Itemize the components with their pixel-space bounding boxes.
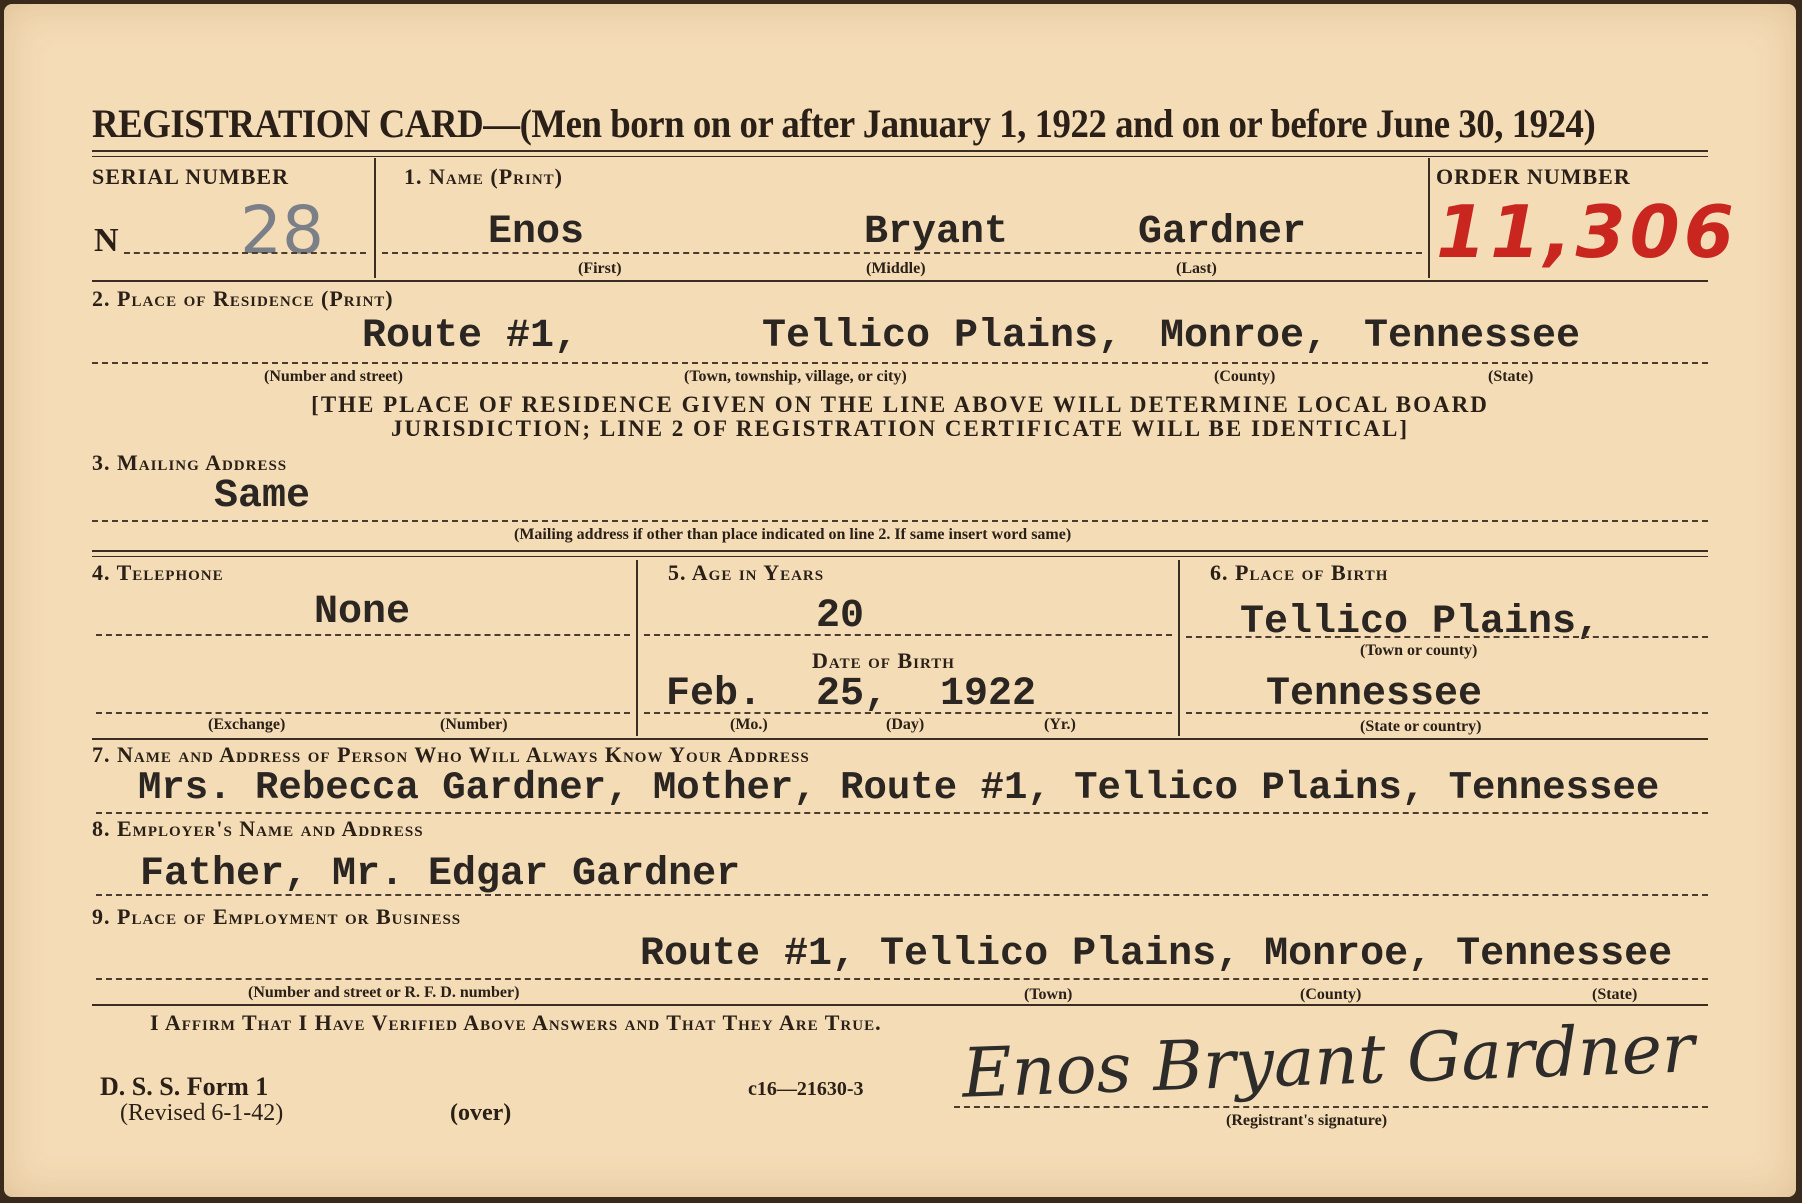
residence-county-caption: (County) — [1214, 368, 1276, 385]
telephone-value: None — [314, 590, 411, 635]
residence-town: Tellico Plains, — [762, 314, 1123, 359]
order-number-value: 11,306 — [1436, 190, 1738, 274]
name-last-caption: (Last) — [1176, 260, 1217, 277]
dob-day: 25, — [816, 672, 889, 717]
dob-line — [644, 712, 1172, 714]
dob-day-caption: (Day) — [886, 716, 925, 733]
age-divider — [1178, 560, 1180, 736]
notice-line-1: [THE PLACE OF RESIDENCE GIVEN ON THE LINE ABOVE WILL DETERMINE LOCAL BOARD — [311, 392, 1489, 417]
employment-state-caption: (State) — [1592, 986, 1638, 1003]
birthplace-state-caption: (State or country) — [1360, 718, 1482, 735]
dob-label: Date of Birth — [812, 648, 955, 673]
name-first-caption: (First) — [578, 260, 622, 277]
employment-line — [96, 978, 1708, 980]
signature-line — [954, 1106, 1708, 1108]
dob-mo-caption: (Mo.) — [730, 716, 768, 733]
mailing-line — [92, 520, 1708, 522]
telephone-line-2 — [96, 712, 630, 714]
birthplace-state: Tennessee — [1266, 672, 1483, 717]
birthplace-state-line — [1186, 712, 1708, 714]
contact-line — [96, 812, 1708, 814]
order-number-label: ORDER NUMBER — [1436, 164, 1631, 189]
residence-town-caption: (Town, township, village, or city) — [684, 368, 907, 385]
mailing-label: 3. Mailing Address — [92, 450, 288, 475]
residence-street: Route #1, — [362, 314, 579, 359]
birthplace-town-caption: (Town or county) — [1360, 642, 1478, 659]
affirm-statement: I Affirm That I Have Verified Above Answers and That They Are True. — [150, 1010, 882, 1035]
name-last: Gardner — [1138, 210, 1307, 255]
card-title: REGISTRATION CARD—(Men born on or after January 1, 1922 and on or before June 30, 1924) — [92, 101, 1596, 146]
telephone-label: 4. Telephone — [92, 560, 224, 585]
serial-divider — [374, 158, 376, 278]
row4-rule — [92, 738, 1708, 740]
mailing-value: Same — [214, 474, 311, 519]
registrant-signature: Enos Bryant Gardner — [960, 1009, 1696, 1114]
name-middle-caption: (Middle) — [866, 260, 926, 277]
residence-label: 2. Place of Residence (Print) — [92, 286, 394, 311]
form-over: (over) — [450, 1100, 512, 1126]
serial-prefix: N — [94, 222, 119, 259]
contact-label: 7. Name and Address of Person Who Will Always Know Your Address — [92, 742, 810, 767]
name-line — [382, 252, 1422, 254]
dob-year: 1922 — [940, 672, 1037, 717]
signature-caption: (Registrant's signature) — [1226, 1112, 1388, 1129]
residence-county: Monroe, — [1160, 314, 1329, 359]
employment-town-caption: (Town) — [1024, 986, 1073, 1003]
residence-state: Tennessee — [1364, 314, 1581, 359]
notice-line-2: JURISDICTION; LINE 2 OF REGISTRATION CERTIFICATE WILL BE IDENTICAL] — [390, 416, 1410, 441]
row9-rule — [92, 1004, 1708, 1006]
birthplace-town-line — [1186, 636, 1708, 638]
form-name: D. S. S. Form 1 — [100, 1072, 269, 1101]
row3-rule — [92, 550, 1708, 552]
form-revised: (Revised 6-1-42) — [120, 1100, 284, 1126]
employment-label: 9. Place of Employment or Business — [92, 904, 462, 929]
dob-month: Feb. — [666, 672, 763, 717]
name-middle: Bryant — [864, 210, 1009, 255]
employer-line — [96, 894, 1708, 896]
dob-yr-caption: (Yr.) — [1044, 716, 1076, 733]
telephone-line-1 — [96, 634, 630, 636]
age-value: 20 — [816, 594, 865, 639]
residence-street-caption: (Number and street) — [264, 368, 403, 385]
residence-line — [92, 362, 1708, 364]
mailing-caption: (Mailing address if other than place indicated on line 2. If same insert word same) — [514, 526, 1072, 543]
row1-rule — [92, 280, 1708, 282]
employment-street-caption: (Number and street or R. F. D. number) — [248, 984, 520, 1001]
employment-value: Route #1, Tellico Plains, Monroe, Tennessee — [640, 932, 1673, 977]
birthplace-label: 6. Place of Birth — [1210, 560, 1389, 585]
row3-rule-thin — [92, 556, 1708, 557]
telephone-divider — [636, 560, 638, 736]
serial-number-value: 28 — [240, 192, 324, 269]
serial-line — [124, 252, 366, 254]
telephone-number-caption: (Number) — [440, 716, 508, 733]
name-first: Enos — [488, 210, 585, 255]
birthplace-town: Tellico Plains, — [1240, 600, 1601, 645]
age-label: 5. Age in Years — [668, 560, 825, 585]
employer-label: 8. Employer's Name and Address — [92, 816, 424, 841]
top-rule — [92, 150, 1708, 152]
serial-number-label: SERIAL NUMBER — [92, 164, 289, 189]
age-line — [644, 634, 1172, 636]
form-code: c16—21630-3 — [748, 1078, 864, 1100]
employer-value: Father, Mr. Edgar Gardner — [140, 852, 741, 897]
order-divider — [1428, 158, 1430, 278]
top-rule-thin — [92, 156, 1708, 157]
contact-value: Mrs. Rebecca Gardner, Mother, Route #1, Tellico Plains, Tennessee — [138, 766, 1660, 810]
name-label: 1. Name (Print) — [404, 164, 563, 189]
employment-county-caption: (County) — [1300, 986, 1362, 1003]
residence-state-caption: (State) — [1488, 368, 1534, 385]
registration-card — [4, 4, 1796, 1197]
telephone-exchange-caption: (Exchange) — [208, 716, 286, 733]
